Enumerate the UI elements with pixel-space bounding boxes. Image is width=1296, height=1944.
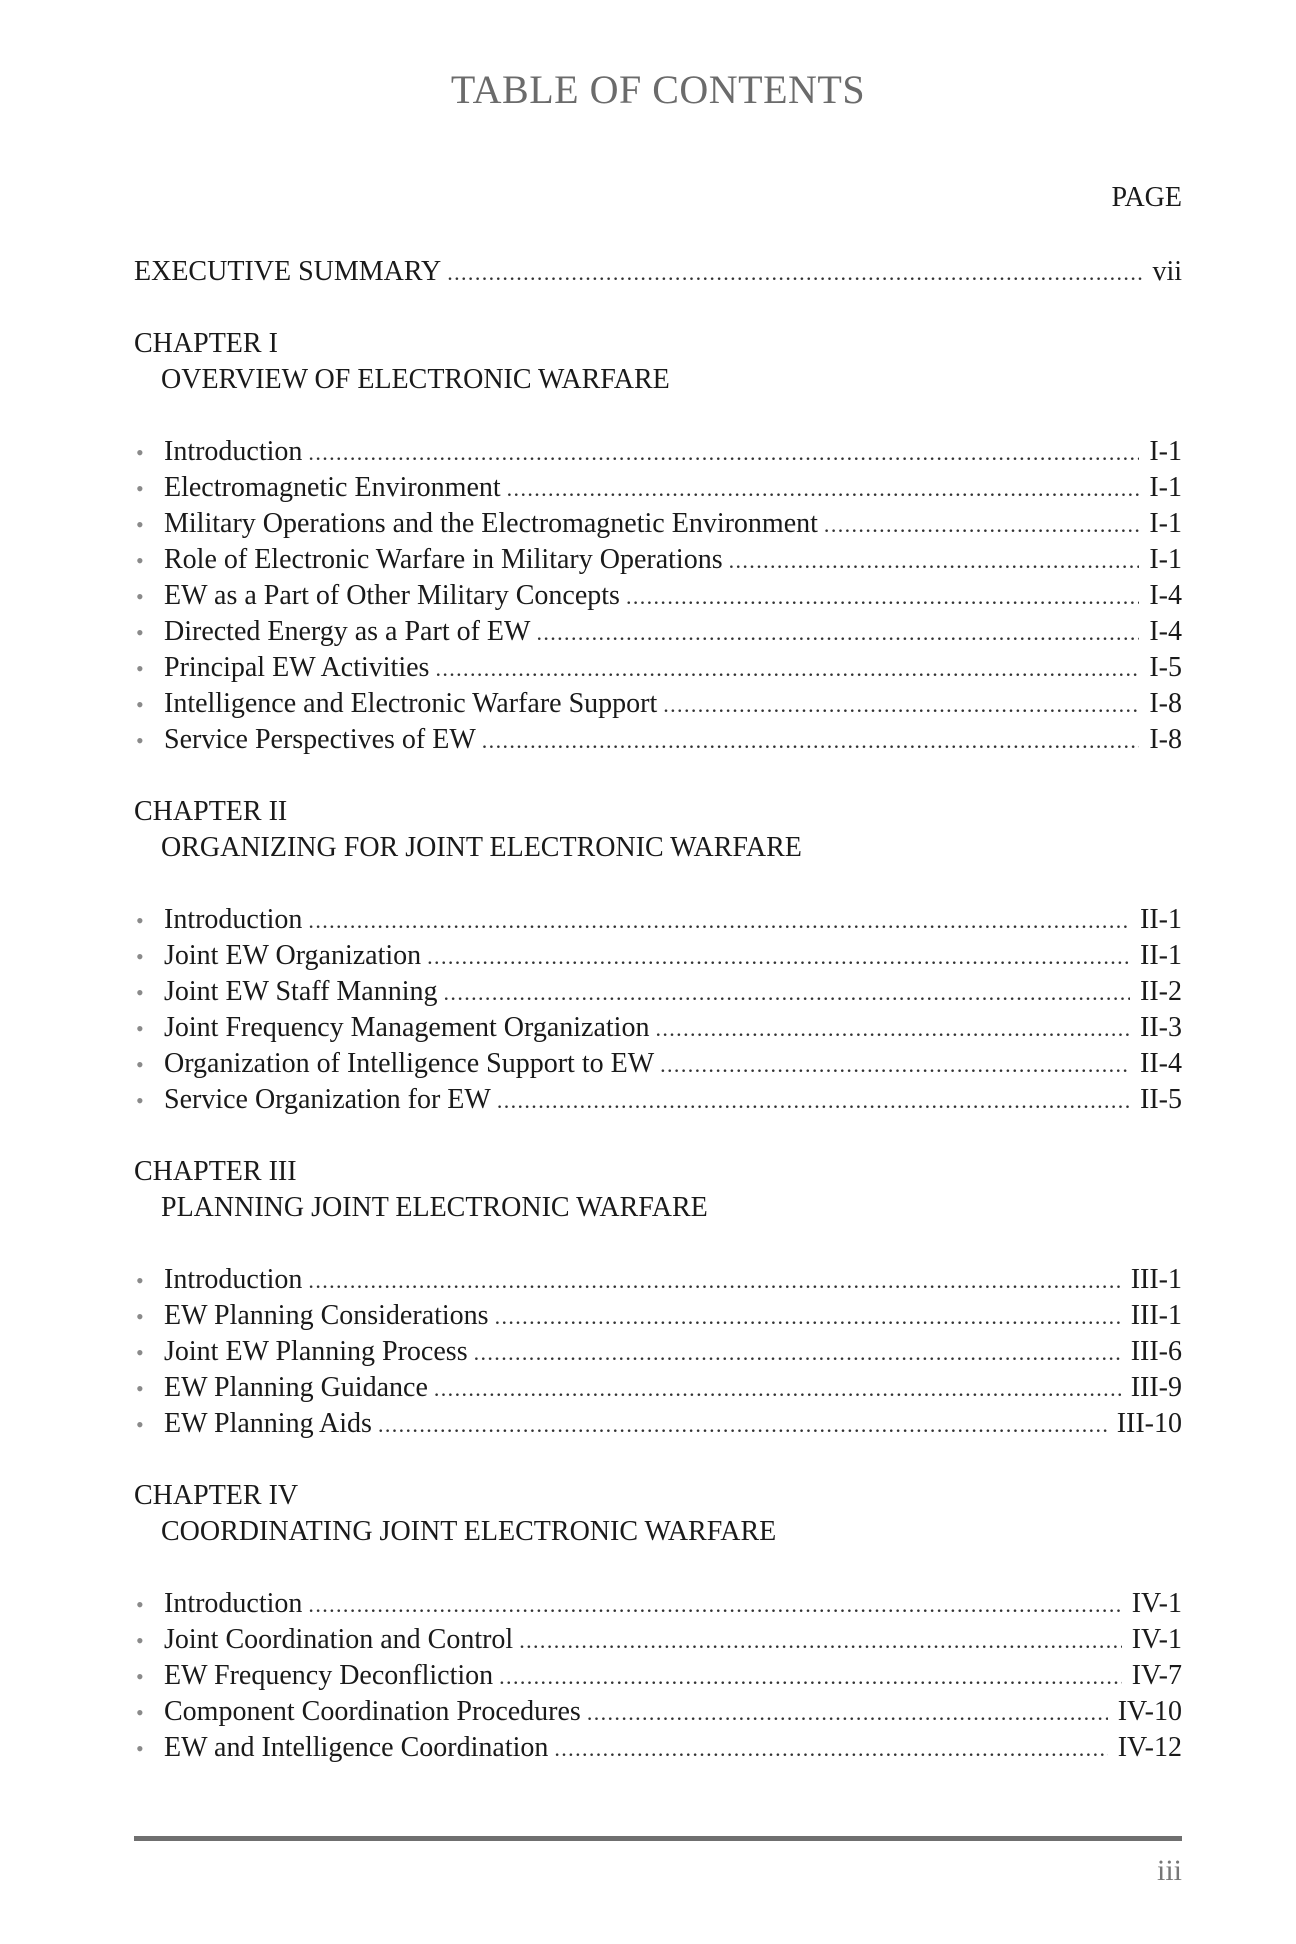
dot-leader [554, 1731, 1107, 1767]
dot-leader [495, 1299, 1121, 1335]
toc-entry-label: EW Planning Aids [164, 1408, 372, 1439]
toc-entry[interactable] [134, 1370, 1182, 1406]
bullet-icon: • [136, 1340, 144, 1365]
toc-entry[interactable] [134, 506, 1182, 542]
dot-leader [427, 939, 1130, 975]
bullet-icon: • [136, 1304, 144, 1329]
chapter-subtitle: PLANNING JOINT ELECTRONIC WARFARE [161, 1192, 708, 1223]
toc-entry-label: Role of Electronic Warfare in Military Operations [164, 544, 723, 575]
toc-entry[interactable] [134, 722, 1182, 758]
toc-entry-page: vii [1152, 256, 1182, 287]
chapter-heading: CHAPTER IV [134, 1480, 299, 1511]
dot-leader [447, 255, 1142, 291]
dot-leader [308, 903, 1130, 939]
bullet-icon: • [136, 548, 144, 573]
toc-entry-label: EW as a Part of Other Military Concepts [164, 580, 620, 611]
toc-entry-page: II-2 [1140, 976, 1182, 1007]
toc-entry-label: EW Frequency Deconfliction [164, 1660, 494, 1691]
toc-entry-executive-summary[interactable] [134, 254, 1182, 290]
toc-entry-label: Introduction [164, 1264, 303, 1295]
toc-entry[interactable] [134, 434, 1182, 470]
dot-leader [499, 1659, 1122, 1695]
chapter-subtitle: ORGANIZING FOR JOINT ELECTRONIC WARFARE [161, 832, 802, 863]
bullet-icon: • [136, 476, 144, 501]
toc-entry-label: Service Perspectives of EW [164, 724, 476, 755]
dot-leader [626, 579, 1139, 615]
dot-leader [434, 1371, 1121, 1407]
bullet-icon: • [136, 1016, 144, 1041]
toc-entry-label: Introduction [164, 904, 303, 935]
bullet-icon: • [136, 692, 144, 717]
footer-page-number: iii [1156, 1854, 1182, 1887]
toc-entry-label: Joint Frequency Management Organization [164, 1012, 650, 1043]
dot-leader [435, 651, 1139, 687]
dot-leader [507, 471, 1140, 507]
toc-entry-page: IV-1 [1131, 1624, 1182, 1655]
toc-entry-label: Service Organization for EW [164, 1084, 491, 1115]
toc-entry[interactable] [134, 1730, 1182, 1766]
bullet-icon: • [136, 1088, 144, 1113]
dot-leader [308, 1263, 1120, 1299]
toc-entry[interactable] [134, 686, 1182, 722]
bullet-icon: • [136, 1268, 144, 1293]
toc-entry-page: III-10 [1116, 1408, 1182, 1439]
toc-entry-label: Joint EW Planning Process [164, 1336, 468, 1367]
toc-entry[interactable] [134, 1046, 1182, 1082]
document-page [134, 0, 1182, 1944]
dot-leader [587, 1695, 1108, 1731]
toc-entry[interactable] [134, 1298, 1182, 1334]
dot-leader [729, 543, 1140, 579]
toc-entry[interactable] [134, 1010, 1182, 1046]
toc-entry-page: I-1 [1149, 544, 1182, 575]
bullet-icon: • [136, 656, 144, 681]
toc-entry-label: EW Planning Considerations [164, 1300, 489, 1331]
toc-entry-page: II-1 [1140, 904, 1182, 935]
toc-entry-page: II-4 [1140, 1048, 1182, 1079]
table-of-contents [134, 254, 1182, 1766]
chapter-heading: CHAPTER I [134, 328, 278, 359]
toc-entry-label: EXECUTIVE SUMMARY [134, 256, 442, 287]
toc-entry[interactable] [134, 1694, 1182, 1730]
chapter-heading: CHAPTER III [134, 1156, 297, 1187]
toc-entry[interactable] [134, 542, 1182, 578]
bullet-icon: • [136, 1412, 144, 1437]
bullet-icon: • [136, 512, 144, 537]
toc-entry-page: IV-1 [1131, 1588, 1182, 1619]
toc-entry-page: I-4 [1149, 616, 1182, 647]
toc-entry[interactable] [134, 1406, 1182, 1442]
toc-entry-label: Military Operations and the Electromagnetic Environment [164, 508, 818, 539]
dot-leader [655, 1011, 1130, 1047]
bullet-icon: • [136, 584, 144, 609]
bullet-icon: • [136, 1736, 144, 1761]
toc-entry-page: I-1 [1149, 472, 1182, 503]
toc-entry-page: I-4 [1149, 580, 1182, 611]
bullet-icon: • [136, 1700, 144, 1725]
toc-entry-page: IV-10 [1117, 1696, 1182, 1727]
bullet-icon: • [136, 728, 144, 753]
bullet-icon: • [136, 908, 144, 933]
toc-entry-page: III-1 [1130, 1300, 1182, 1331]
toc-entry-page: III-1 [1130, 1264, 1182, 1295]
toc-entry[interactable] [134, 1262, 1182, 1298]
toc-entry-label: EW Planning Guidance [164, 1372, 428, 1403]
toc-entry[interactable] [134, 1586, 1182, 1622]
toc-entry-label: Component Coordination Procedures [164, 1696, 581, 1727]
footer-rule [134, 1836, 1182, 1841]
toc-entry[interactable] [134, 614, 1182, 650]
dot-leader [519, 1623, 1121, 1659]
toc-entry[interactable] [134, 974, 1182, 1010]
bullet-icon: • [136, 1628, 144, 1653]
dot-leader [378, 1407, 1107, 1443]
bullet-icon: • [136, 1052, 144, 1077]
dot-leader [660, 1047, 1130, 1083]
dot-leader [308, 1587, 1121, 1623]
chapter-subtitle: COORDINATING JOINT ELECTRONIC WARFARE [161, 1516, 777, 1547]
toc-entry-label: Joint EW Organization [164, 940, 422, 971]
toc-entry-label: Intelligence and Electronic Warfare Support [164, 688, 658, 719]
toc-entry[interactable] [134, 1082, 1182, 1118]
bullet-icon: • [136, 1376, 144, 1401]
toc-entry[interactable] [134, 650, 1182, 686]
dot-leader [308, 435, 1139, 471]
toc-entry-page: II-1 [1140, 940, 1182, 971]
dot-leader [536, 615, 1139, 651]
bullet-icon: • [136, 620, 144, 645]
page-title: TABLE OF CONTENTS [450, 67, 866, 112]
toc-entry[interactable] [134, 1334, 1182, 1370]
dot-leader [497, 1083, 1130, 1119]
toc-entry-page: IV-7 [1131, 1660, 1182, 1691]
toc-entry-label: Organization of Intelligence Support to EW [164, 1048, 655, 1079]
toc-entry[interactable] [134, 1658, 1182, 1694]
bullet-icon: • [136, 440, 144, 465]
toc-entry-label: Directed Energy as a Part of EW [164, 616, 531, 647]
dot-leader [482, 723, 1140, 759]
toc-entry-label: Joint EW Staff Manning [164, 976, 438, 1007]
toc-entry-label: Introduction [164, 1588, 303, 1619]
toc-entry[interactable] [134, 938, 1182, 974]
bullet-icon: • [136, 980, 144, 1005]
toc-entry-page: II-3 [1140, 1012, 1182, 1043]
toc-entry-label: Electromagnetic Environment [164, 472, 501, 503]
toc-entry-page: III-6 [1130, 1336, 1182, 1367]
toc-entry-page: I-1 [1149, 508, 1182, 539]
toc-entry-page: I-8 [1149, 688, 1182, 719]
toc-entry-page: I-5 [1149, 652, 1182, 683]
chapter-heading: CHAPTER II [134, 796, 288, 827]
toc-entry-label: Principal EW Activities [164, 652, 430, 683]
toc-entry[interactable] [134, 470, 1182, 506]
toc-entry-label: EW and Intelligence Coordination [164, 1732, 549, 1763]
toc-entry[interactable] [134, 578, 1182, 614]
page-column-label: PAGE [1111, 182, 1182, 213]
dot-leader [474, 1335, 1121, 1371]
toc-entry-page: III-9 [1130, 1372, 1182, 1403]
toc-entry[interactable] [134, 902, 1182, 938]
toc-entry-label: Introduction [164, 436, 303, 467]
toc-entry-page: I-1 [1149, 436, 1182, 467]
dot-leader [824, 507, 1139, 543]
toc-entry-page: IV-12 [1117, 1732, 1182, 1763]
dot-leader [663, 687, 1139, 723]
chapter-subtitle: OVERVIEW OF ELECTRONIC WARFARE [161, 364, 670, 395]
bullet-icon: • [136, 1664, 144, 1689]
toc-entry-label: Joint Coordination and Control [164, 1624, 514, 1655]
dot-leader [444, 975, 1131, 1011]
toc-entry-page: II-5 [1140, 1084, 1182, 1115]
bullet-icon: • [136, 944, 144, 969]
toc-entry[interactable] [134, 1622, 1182, 1658]
bullet-icon: • [136, 1592, 144, 1617]
toc-entry-page: I-8 [1149, 724, 1182, 755]
